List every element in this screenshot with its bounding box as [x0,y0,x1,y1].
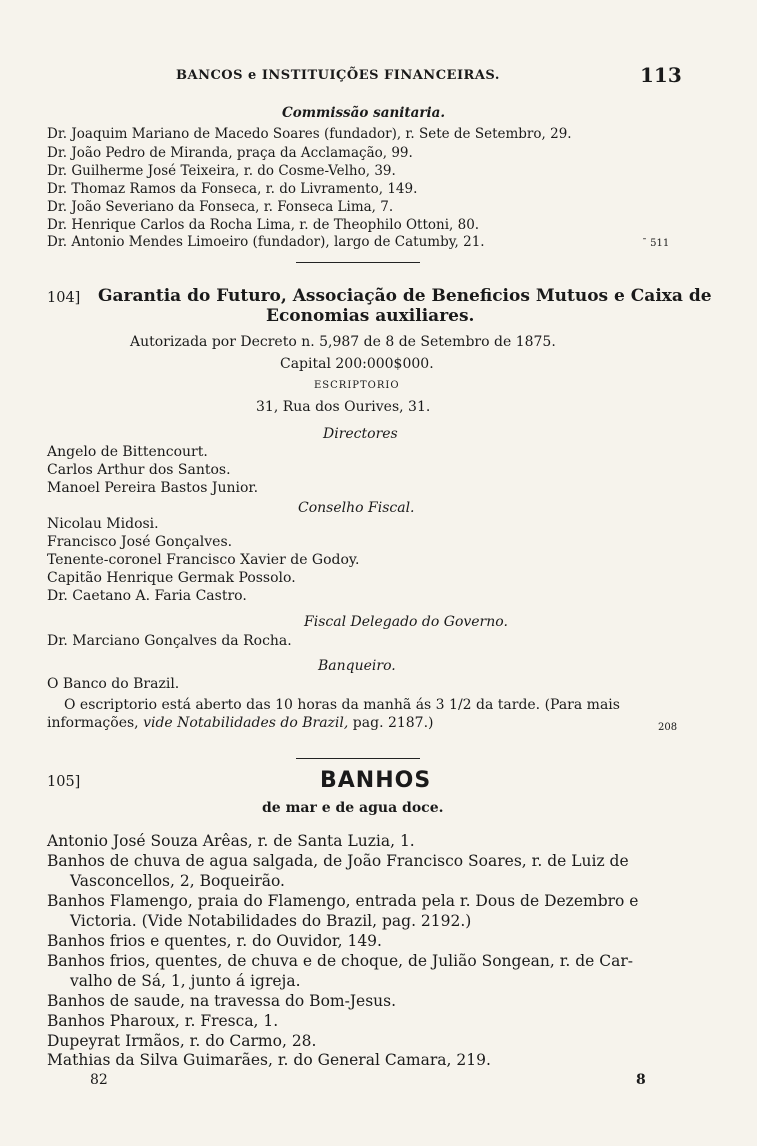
section-divider [296,758,420,759]
council-member: Tenente-coronel Francisco Xavier de Godoy. [47,552,360,568]
banhos-line: Antonio José Souza Arêas, r. de Santa Luzia, 1. [47,832,415,850]
banhos-line: Mathias da Silva Guimarães, r. do General Camara, 219. [47,1051,491,1069]
section-divider [296,262,420,263]
entry-number: 104] [47,290,81,306]
commissao-line: Dr. Antonio Mendes Limoeiro (fundador), largo de Catumby, 21. [47,234,485,250]
banhos-line: Banhos Pharoux, r. Fresca, 1. [47,1012,279,1030]
commissao-line: Dr. Guilherme José Teixeira, r. do Cosme-Velho, 39. [47,163,396,179]
council-member: Francisco José Gonçalves. [47,534,233,550]
entry-title-line2: Economias auxiliares. [266,306,475,326]
banhos-line: Banhos de saude, na travessa do Bom-Jesus. [47,992,397,1010]
office-label: ESCRIPTORIO [314,380,400,391]
directors-label: Directores [323,426,398,442]
entry-number: 105] [47,774,81,790]
banhos-line: Banhos frios e quentes, r. do Ouvidor, 149. [47,932,382,950]
banhos-line: Banhos frios, quentes, de chuva e de choque, de Julião Songean, r. de Car- [47,952,634,970]
banhos-line: Vasconcellos, 2, Boqueirão. [70,872,285,890]
margin-reference: ¯ 511 [642,238,670,249]
fiscal-label: Fiscal Delegado do Governo. [304,614,508,630]
banhos-line: Banhos de chuva de agua salgada, de João Francisco Soares, r. de Luiz de [47,852,629,870]
director-name: Manoel Pereira Bastos Junior. [47,480,259,496]
banker-label: Banqueiro. [318,658,396,674]
section-subtitle: de mar e de agua doce. [262,800,444,816]
commissao-title: Commissão sanitaria. [282,105,446,121]
banhos-line: Dupeyrat Irmãos, r. do Carmo, 28. [47,1032,317,1050]
section-title: BANHOS [320,768,432,793]
commissao-line: Dr. Thomaz Ramos da Fonseca, r. do Livramento, 149. [47,181,418,197]
director-name: Angelo de Bittencourt. [47,444,208,460]
banhos-line: Banhos Flamengo, praia do Flamengo, entrada pela r. Dous de Dezembro e [47,892,639,910]
commissao-line: Dr. João Severiano da Fonseca, r. Fonseca Lima, 7. [47,199,394,215]
director-name: Carlos Arthur dos Santos. [47,462,231,478]
office-address: 31, Rua dos Ourives, 31. [256,399,431,415]
footer-right: 8 [636,1072,646,1088]
banker-name: O Banco do Brazil. [47,676,180,692]
banhos-line: Victoria. (Vide Notabilidades do Brazil, pag. 2192.) [70,912,472,930]
council-member: Nicolau Midosi. [47,516,159,532]
running-header: BANCOS e INSTITUIÇÕES FINANCEIRAS. [176,68,500,83]
margin-reference: 208 [658,722,678,733]
council-member: Capitão Henrique Germak Possolo. [47,570,296,586]
entry-title-line1: Garantia do Futuro, Associação de Beneficios Mutuos e Caixa de [98,286,712,306]
page-number: 113 [640,63,682,87]
fiscal-name: Dr. Marciano Gonçalves da Rocha. [47,633,292,649]
commissao-line: Dr. Joaquim Mariano de Macedo Soares (fundador), r. Sete de Setembro, 29. [47,126,572,142]
banhos-line: valho de Sá, 1, junto á igreja. [70,972,301,990]
footer-left: 82 [90,1072,108,1088]
council-label: Conselho Fiscal. [298,500,415,516]
entry-capital: Capital 200:000$000. [280,356,434,372]
info-line2: informações, vide Notabilidades do Brazil, pag. 2187.) [47,715,434,731]
council-member: Dr. Caetano A. Faria Castro. [47,588,247,604]
entry-decree: Autorizada por Decreto n. 5,987 de 8 de Setembro de 1875. [130,334,556,350]
commissao-line: Dr. Henrique Carlos da Rocha Lima, r. de Theophilo Ottoni, 80. [47,217,480,233]
info-line1: O escriptorio está aberto das 10 horas da manhã ás 3 1/2 da tarde. (Para mais [64,697,620,713]
commissao-line: Dr. João Pedro de Miranda, praça da Acclamação, 99. [47,145,413,161]
